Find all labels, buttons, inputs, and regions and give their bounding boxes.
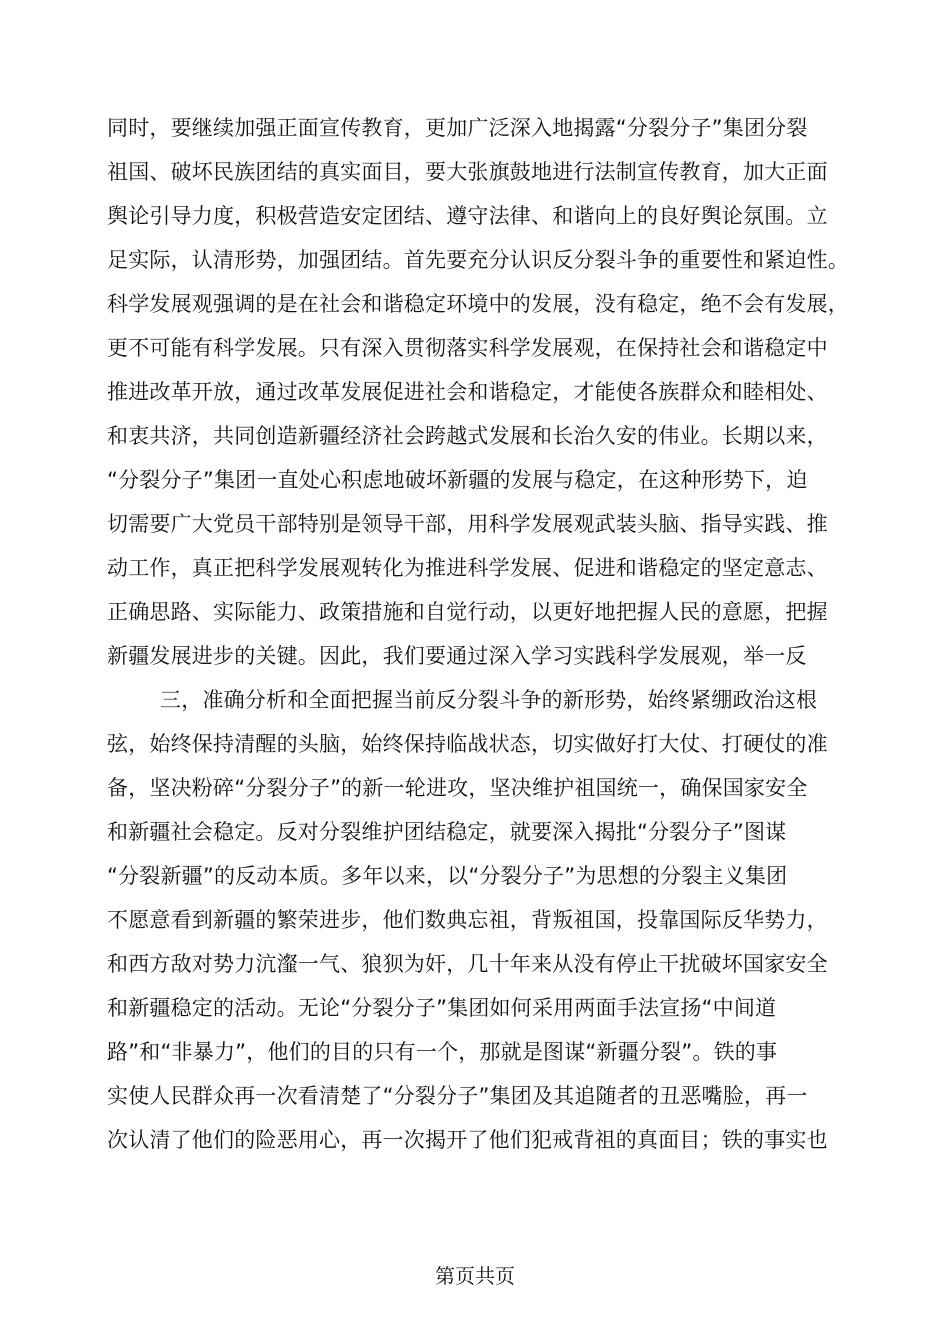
text-line: 备，坚决粉碎“分裂分子”的新一轮进攻，坚决维护祖国统一，确保国家安全	[107, 776, 808, 800]
text-line: 更不可能有科学发展。只有深入贯彻落实科学发展观，在保持社会和谐稳定中	[107, 336, 828, 360]
text-line: 同时，要继续加强正面宣传教育，更加广泛深入地揭露“分裂分子”集团分裂	[107, 116, 808, 140]
text-line: 和衷共济，共同创造新疆经济社会跨越式发展和长治久安的伟业。长期以来，	[107, 424, 828, 448]
text-line: “分裂分子”集团一直处心积虑地破坏新疆的发展与稳定，在这种形势下，迫	[107, 468, 808, 492]
text-line: 足实际，认清形势，加强团结。首先要充分认识反分裂斗争的重要性和紧迫性。	[107, 248, 849, 272]
text-line: 和新疆稳定的活动。无论“分裂分子”集团如何采用两面手法宣扬“中间道	[107, 996, 777, 1020]
text-line: 动工作，真正把科学发展观转化为推进科学发展、促进和谐稳定的坚定意志、	[107, 556, 828, 580]
paragraph-start-line: 三，准确分析和全面把握当前反分裂斗争的新形势，始终紧绷政治这根	[160, 688, 818, 712]
text-line: “分裂新疆”的反动本质。多年以来，以“分裂分子”为思想的分裂主义集团	[107, 864, 788, 888]
text-line: 次认清了他们的险恶用心，再一次揭开了他们犯戒背祖的真面目；铁的事实也	[107, 1128, 828, 1152]
text-line: 弦，始终保持清醒的头脑，始终保持临战状态，切实做好打大仗、打硬仗的准	[107, 732, 828, 756]
text-line: 科学发展观强调的是在社会和谐稳定环境中的发展，没有稳定，绝不会有发展，	[107, 292, 849, 316]
text-line: 路”和“非暴力”，他们的目的只有一个，那就是图谋“新疆分裂”。铁的事	[107, 1040, 778, 1064]
text-line: 舆论引导力度，积极营造安定团结、遵守法律、和谐向上的良好舆论氛围。立	[107, 204, 828, 228]
text-line: 和西方敌对势力沆瀣一气、狼狈为奸，几十年来从没有停止干扰破坏国家安全	[107, 952, 828, 976]
text-line: 切需要广大党员干部特别是领导干部，用科学发展观武装头脑、指导实践、推	[107, 512, 828, 536]
text-line: 推进改革开放，通过改革发展促进社会和谐稳定，才能使各族群众和睦相处、	[107, 380, 828, 404]
page-footer: 第页共页	[435, 1264, 515, 1288]
text-line: 新疆发展进步的关键。因此，我们要通过深入学习实践科学发展观，举一反	[107, 644, 807, 668]
text-line: 祖国、破坏民族团结的真实面目，要大张旗鼓地进行法制宣传教育，加大正面	[107, 160, 828, 184]
text-line: 和新疆社会稳定。反对分裂维护团结稳定，就要深入揭批“分裂分子”图谋	[107, 820, 787, 844]
text-line: 不愿意看到新疆的繁荣进步，他们数典忘祖，背叛祖国，投靠国际反华势力，	[107, 908, 828, 932]
text-line: 正确思路、实际能力、政策措施和自觉行动，以更好地把握人民的意愿，把握	[107, 600, 828, 624]
text-line: 实使人民群众再一次看清楚了“分裂分子”集团及其追随者的丑恶嘴脸，再一	[107, 1084, 808, 1108]
